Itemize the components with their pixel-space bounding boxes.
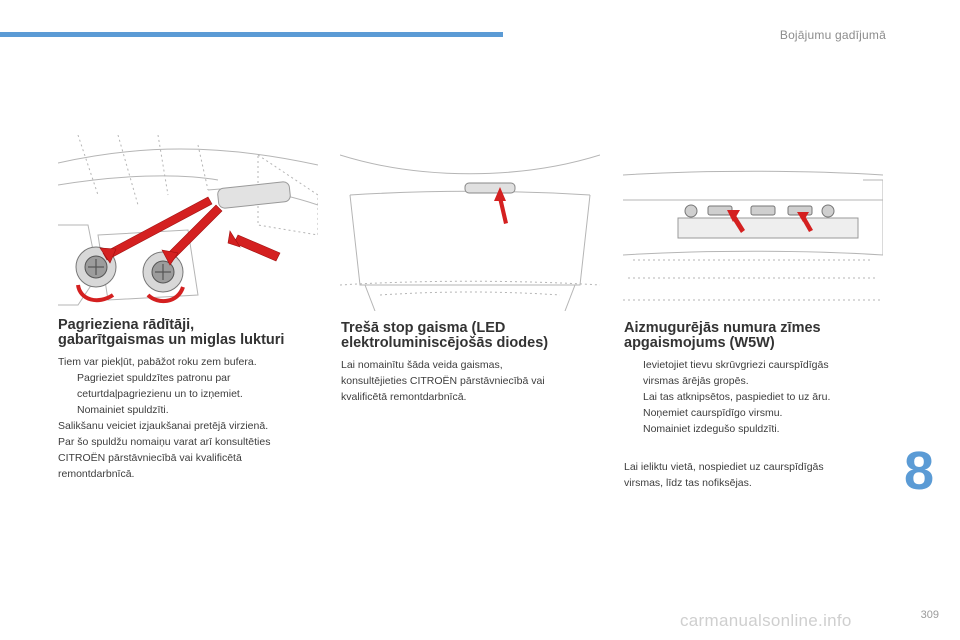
page-number: 309 (920, 609, 939, 621)
list-item (624, 357, 889, 389)
intro-text: Tiem var piekļūt, pabāžot roku zem bufera. (58, 356, 257, 368)
note-line: virsmas, līdz tas nofiksējas. (624, 477, 752, 489)
list-item (58, 402, 323, 418)
list-item-text: Nomainiet izdegušo spuldzīti. (643, 423, 780, 435)
third-stop-light-drawing (340, 135, 600, 311)
section-title: Bojājumu gadījumā (779, 28, 886, 42)
instruction-list (624, 357, 889, 437)
title-line-2: gabarītgaismas un miglas lukturi (58, 332, 285, 348)
title-line-2: elektroluminiscējošās diodes) (341, 335, 549, 351)
list-item-text: virsmas ārējās gropēs. (643, 375, 749, 387)
body-line: konsultējieties CITROËN pārstāvniecībā vai (341, 375, 545, 387)
chapter-number: 8 (904, 441, 935, 501)
outro-line: remontdarbnīcā. (58, 468, 135, 480)
bumper-lamp-drawing (58, 135, 318, 311)
outro-line: Par šo spuldžu nomaiņu varat arī konsultēties (58, 436, 271, 448)
section-number-plate-lamp (624, 321, 889, 491)
list-item-text: Ievietojiet tievu skrūvgriezi caurspīdīgās (643, 359, 829, 371)
note-line: Lai ieliktu vietā, nospiediet uz caurspīdīgās (624, 461, 824, 473)
list-item-text: Nomainiet spuldzīti. (77, 404, 169, 416)
body-line: kvalificētā remontdarbnīcā. (341, 391, 467, 403)
title-line-2: apgaismojums (W5W) (624, 335, 775, 351)
list-item-text: ceturtdaļpagriezienu un to izņemiet. (77, 388, 243, 400)
section-title-number-plate-lamp (624, 321, 889, 351)
title-line-1: Trešā stop gaisma (LED (341, 320, 506, 336)
section-third-stop-light (341, 321, 606, 405)
watermark: carmanualsonline.info (680, 611, 852, 630)
number-plate-lamp-drawing (623, 160, 883, 310)
outro-line: Salikšanu veiciet izjaukšanai pretējā virzienā. (58, 420, 269, 432)
body-line: Lai nomainītu šāda veida gaismas, (341, 359, 503, 371)
section-title-turn-signals (58, 318, 323, 348)
bumper-lamp-illustration (58, 135, 318, 311)
list-item (624, 389, 889, 405)
section-title-third-stop-light (341, 321, 606, 351)
title-line-1: Pagrieziena rādītāji, (58, 317, 195, 333)
list-item (624, 405, 889, 421)
instruction-list (58, 370, 323, 418)
number-plate-lamp-illustration (623, 160, 883, 310)
outro-line: CITROËN pārstāvniecībā vai kvalificētā (58, 452, 242, 464)
list-item-text: Pagrieziet spuldzītes patronu par (77, 372, 231, 384)
section-turn-signals (58, 318, 323, 482)
list-item-text: Lai tas atknipsētos, paspiediet to uz āru. (643, 391, 831, 403)
list-item (58, 370, 323, 402)
list-item-text: Noņemiet caurspīdīgo virsmu. (643, 407, 783, 419)
title-line-1: Aizmugurējās numura zīmes (624, 320, 821, 336)
list-item (624, 421, 889, 437)
header-accent-bar (0, 32, 503, 37)
third-stop-light-illustration (340, 135, 600, 311)
